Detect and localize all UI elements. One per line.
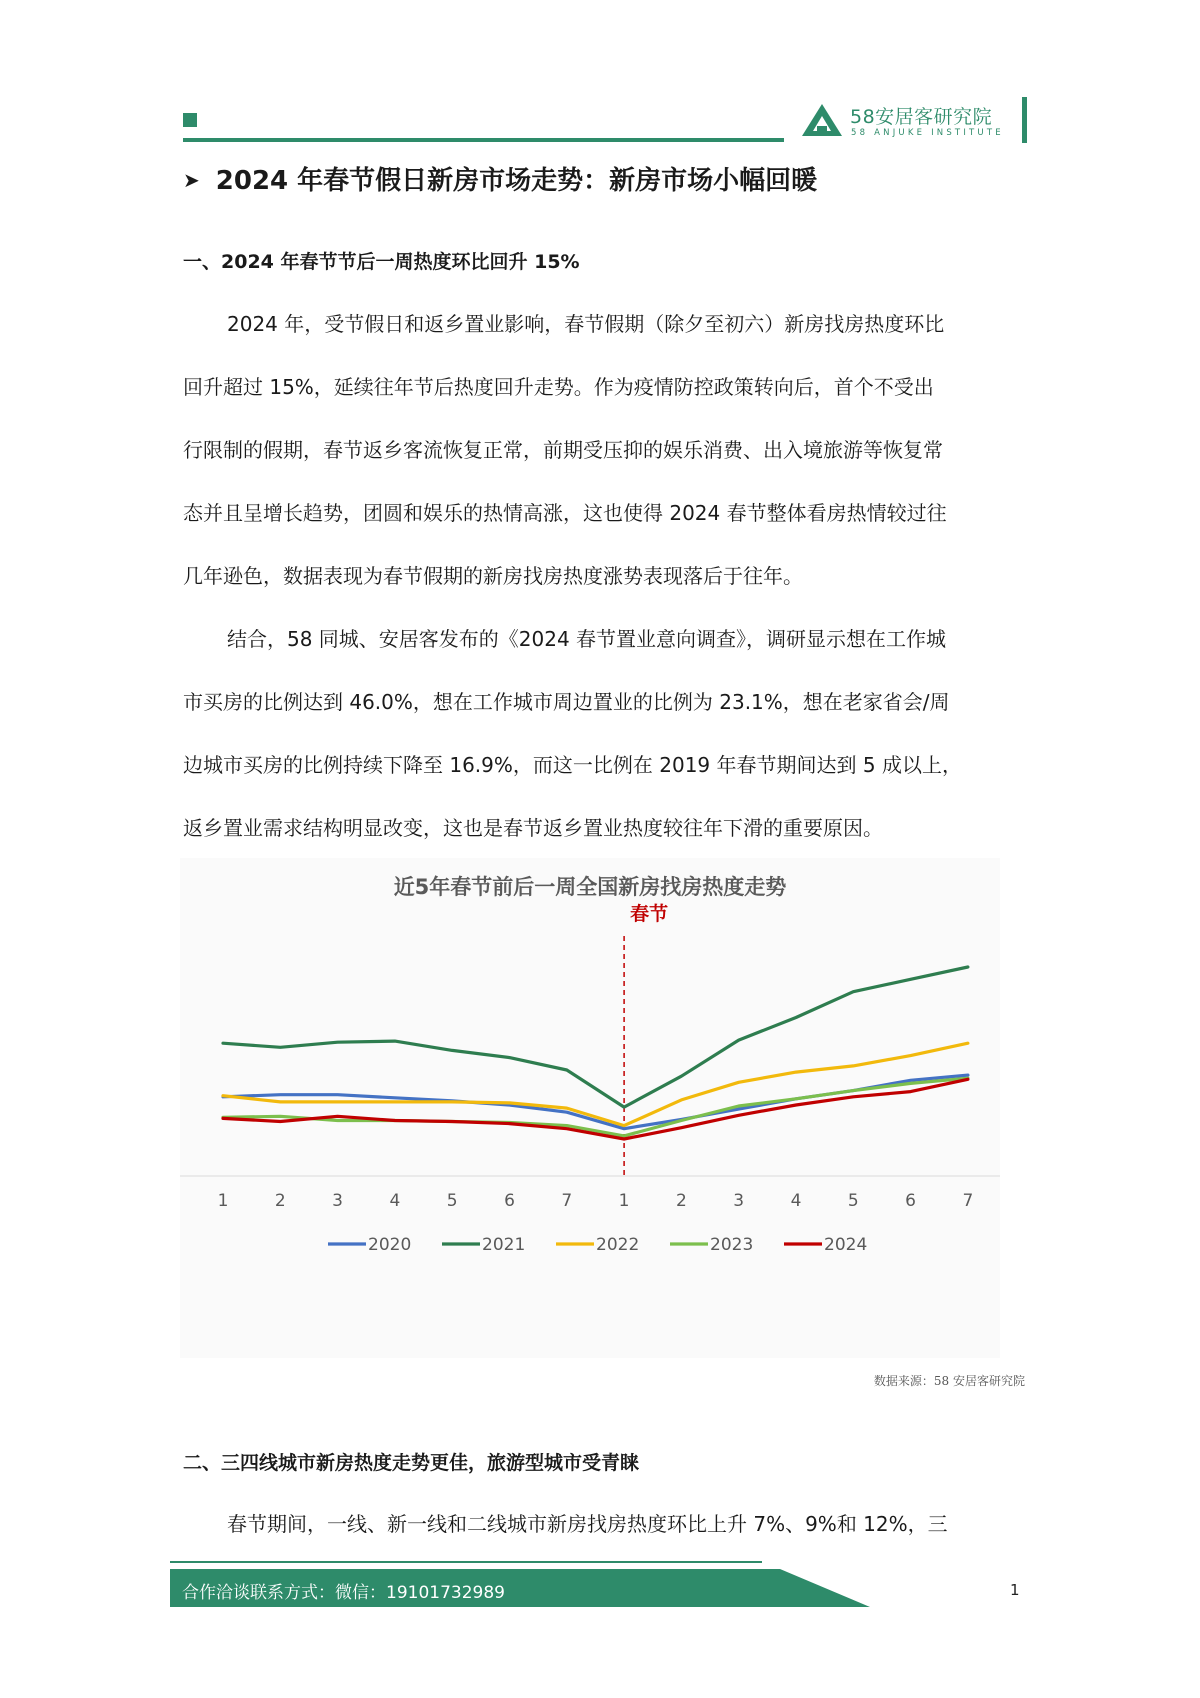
- x-tick-label: 7: [962, 1191, 974, 1211]
- section1-paragraph-2: [183, 608, 1025, 860]
- legend-label: 2022: [596, 1235, 640, 1255]
- paragraph-line: 2024 年，受节假日和返乡置业影响，春节假期（除夕至初六）新房找房热度环比: [227, 312, 945, 336]
- paragraph-line: 行限制的假期，春节返乡客流恢复正常，前期受压抑的娱乐消费、出入境旅游等恢复常: [183, 438, 943, 462]
- page-title: [183, 160, 1043, 197]
- logo-english: 58 ANJUKE INSTITUTE: [851, 128, 1004, 138]
- x-tick-label: 5: [446, 1191, 458, 1211]
- header-square-icon: [183, 113, 197, 127]
- x-tick-label: 2: [675, 1191, 687, 1211]
- paragraph-line: 市买房的比例达到 46.0%，想在工作城市周边置业的比例为 23.1%，想在老家省会/周: [183, 690, 950, 714]
- paragraph-line: 返乡置业需求结构明显改变，这也是春节返乡置业热度较往年下滑的重要原因。: [183, 816, 883, 840]
- paragraph-line: 边城市买房的比例持续下降至 16.9%，而这一比例在 2019 年春节期间达到 5 成以上，: [183, 753, 962, 777]
- arrow-bullet-icon: ➤: [183, 168, 200, 192]
- header-rule: [183, 138, 784, 142]
- section2-title: 二、三四线城市新房热度走势更佳，旅游型城市受青睐: [183, 1452, 640, 1474]
- header-bar: [1022, 97, 1027, 143]
- x-tick-label: 4: [790, 1191, 802, 1211]
- footer-contact-text: 合作洽谈联系方式：微信：19101732989: [182, 1583, 505, 1603]
- series-line-2022: [223, 1043, 968, 1125]
- paragraph-line: 结合，58 同城、安居客发布的《2024 春节置业意向调查》，调研显示想在工作城: [227, 627, 947, 651]
- footer-rule: [170, 1561, 762, 1563]
- legend-label: 2023: [710, 1235, 754, 1255]
- legend-label: 2024: [824, 1235, 868, 1255]
- page-title-text: 2024 年春节假日新房市场走势：新房市场小幅回暖: [215, 166, 818, 196]
- chart-canvas: [180, 858, 1000, 1358]
- anjuke-logo-icon: [800, 102, 844, 138]
- chart-title: 近5年春节前后一周全国新房找房热度走势: [393, 875, 787, 899]
- x-tick-label: 6: [905, 1191, 917, 1211]
- section2-paragraph-1: [183, 1493, 1025, 1556]
- footer-contact-banner: [170, 1569, 870, 1607]
- logo-chinese: 58安居客研究院: [850, 106, 993, 128]
- x-tick-label: 5: [847, 1191, 859, 1211]
- legend-label: 2021: [482, 1235, 526, 1255]
- page-number: 1: [1010, 1581, 1020, 1599]
- section1-title: 一、2024 年春节节后一周热度环比回升 15%: [183, 251, 580, 273]
- series-line-2021: [223, 967, 968, 1107]
- paragraph-line: 春节期间，一线、新一线和二线城市新房找房热度环比上升 7%、9%和 12%，三: [227, 1512, 948, 1536]
- x-tick-label: 7: [561, 1191, 573, 1211]
- x-tick-label: 6: [504, 1191, 515, 1211]
- x-tick-label: 3: [733, 1191, 745, 1211]
- x-tick-label: 1: [618, 1191, 630, 1211]
- paragraph-line: 回升超过 15%，延续往年节后热度回升走势。作为疫情防控政策转向后，首个不受出: [183, 375, 934, 399]
- paragraph-line: 几年逊色，数据表现为春节假期的新房找房热度涨势表现落后于往年。: [183, 564, 803, 588]
- spring-festival-label: 春节: [630, 903, 669, 925]
- x-tick-label: 3: [332, 1191, 344, 1211]
- x-tick-label: 2: [274, 1191, 286, 1211]
- x-tick-label: 4: [389, 1191, 401, 1211]
- heat-trend-chart: [180, 858, 1000, 1358]
- brand-logo: [800, 100, 1020, 148]
- legend-label: 2020: [368, 1235, 412, 1255]
- data-source: 数据来源：58 安居客研究院: [873, 1374, 1025, 1388]
- paragraph-line: 态并且呈增长趋势，团圆和娱乐的热情高涨，这也使得 2024 春节整体看房热情较过往: [183, 501, 947, 525]
- section1-paragraph-1: [183, 293, 1025, 608]
- x-tick-label: 1: [217, 1191, 229, 1211]
